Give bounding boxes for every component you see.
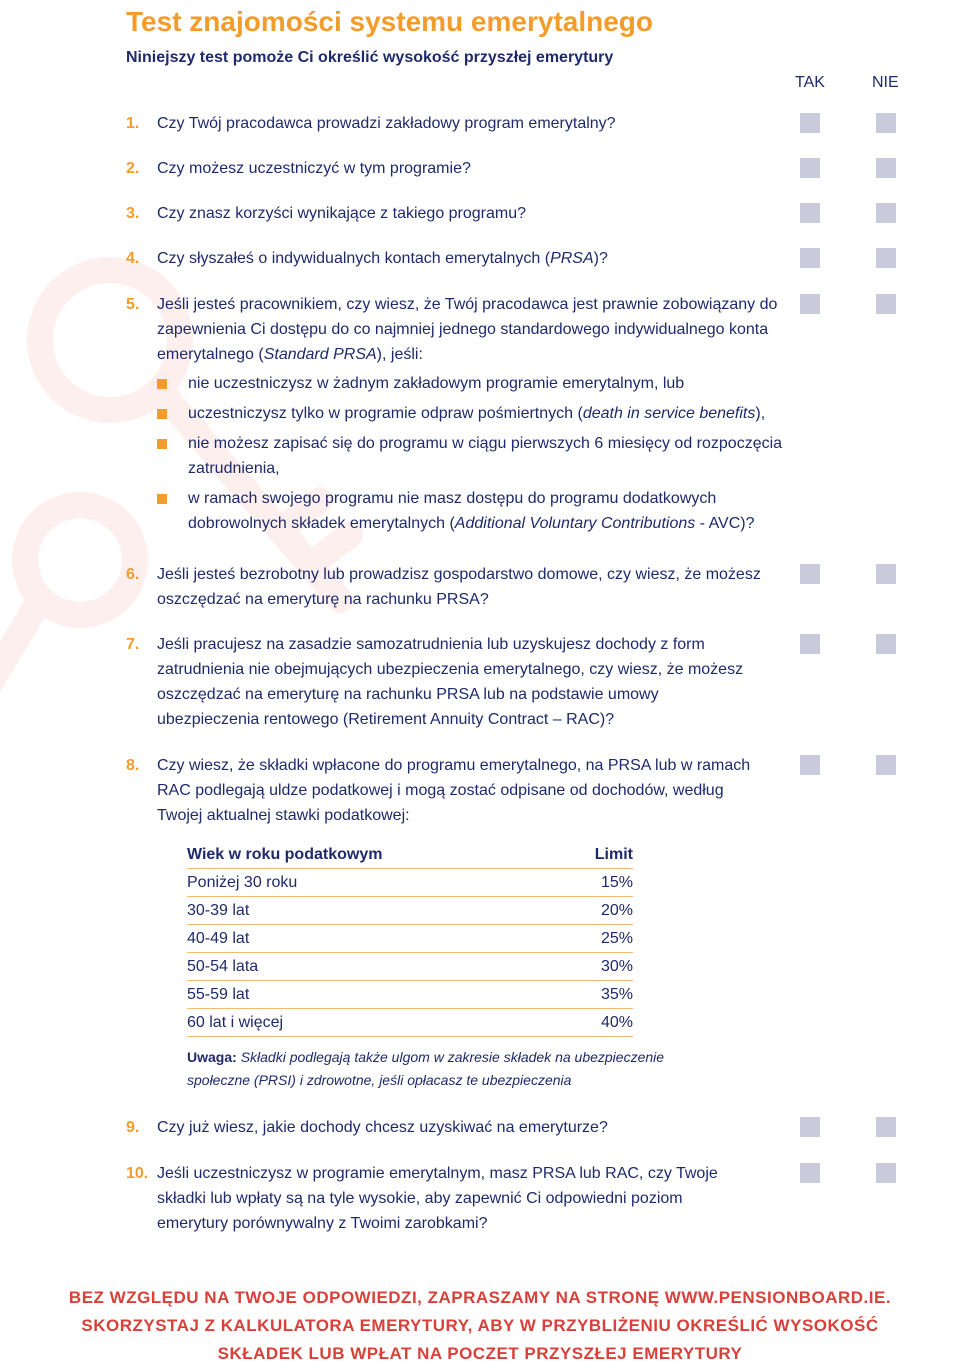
question-number: 4. <box>126 250 140 267</box>
question-number: 1. <box>126 115 140 132</box>
q5-no-checkbox[interactable] <box>876 294 896 314</box>
q7-no-checkbox[interactable] <box>876 634 896 654</box>
q9-yes-checkbox[interactable] <box>800 1117 820 1137</box>
q8-yes-checkbox[interactable] <box>800 755 820 775</box>
question-6 <box>126 562 786 612</box>
footer-line: BEZ WZGLĘDU NA TWOJE ODPOWIEDZI, ZAPRASZAMY NA STRONĘ WWW.PENSIONBOARD.IE. <box>68 1288 892 1307</box>
table-row <box>187 1009 633 1037</box>
question-number: 6. <box>126 566 140 583</box>
list-item: nie możesz zapisać się do programu w ciągu pierwszych 6 miesięcy od rozpoczęcia zatrudnienia, <box>157 431 806 481</box>
table-header-row <box>187 842 633 869</box>
question-text: Jeśli pracujesz na zasadzie samozatrudnienia lub uzyskujesz dochody z form zatrudnienia nie obejmujących ubezpieczenia emerytalnego, czy wiesz, że możesz oszczędzać na emeryturę na rachunku PRSA lub na podstawie umowy ubezpieczenia rentowego (Retirement Annuity Contract – RAC)? <box>157 636 744 728</box>
question-7 <box>126 632 746 732</box>
question-number: 7. <box>126 636 140 653</box>
age-cell: Poniżej 30 roku <box>187 869 560 897</box>
footer-call-to-action <box>0 1284 960 1368</box>
question-number: 2. <box>126 160 140 177</box>
limit-cell: 35% <box>560 981 633 1009</box>
question-text: Jeśli uczestniczysz w programie emerytalnym, masz PRSA lub RAC, czy Twoje składki lub wpłaty są na tyle wysokie, aby zapewnić Ci odpowiedni poziom emerytury porównywalny z Twoimi zarobkami? <box>157 1165 718 1232</box>
question-5 <box>126 292 806 541</box>
note-text: Składki podlegają także ulgom w zakresie składek na ubezpieczenie społeczne (PRSI) i zdrowotne, jeśli opłacasz te ubezpieczenia <box>187 1049 665 1088</box>
question-2 <box>126 156 786 181</box>
limit-cell: 30% <box>560 953 633 981</box>
q9-no-checkbox[interactable] <box>876 1117 896 1137</box>
q10-yes-checkbox[interactable] <box>800 1163 820 1183</box>
q2-yes-checkbox[interactable] <box>800 158 820 178</box>
question-text: Czy znasz korzyści wynikające z takiego programu? <box>157 205 527 222</box>
limit-column-header: Limit <box>560 842 633 869</box>
limit-cell: 15% <box>560 869 633 897</box>
tax-relief-limits-table <box>187 842 633 1037</box>
limit-cell: 25% <box>560 925 633 953</box>
age-cell: 30-39 lat <box>187 897 560 925</box>
question-text: Jeśli jesteś bezrobotny lub prowadzisz gospodarstwo domowe, czy wiesz, że możesz oszczędzać na emeryturę na rachunku PRSA? <box>157 566 761 608</box>
q3-no-checkbox[interactable] <box>876 203 896 223</box>
question-4 <box>126 246 786 271</box>
question-text: Czy wiesz, że składki wpłacone do programu emerytalnego, na PRSA lub w ramach RAC podlegają uldze podatkowej i mogą zostać odpisane od dochodów, według Twojej aktualnej stawki podatkowej: <box>157 757 751 824</box>
q4-yes-checkbox[interactable] <box>800 248 820 268</box>
list-item: w ramach swojego programu nie masz dostępu do programu dodatkowych dobrowolnych składek emerytalnych (Additional Voluntary Contributions - AVC)? <box>157 486 806 536</box>
question-number: 8. <box>126 757 140 774</box>
table-row <box>187 981 633 1009</box>
question-text: Czy już wiesz, jakie dochody chcesz uzyskiwać na emeryturze? <box>157 1119 608 1136</box>
q5-yes-checkbox[interactable] <box>800 294 820 314</box>
question-9 <box>126 1115 786 1140</box>
q1-no-checkbox[interactable] <box>876 113 896 133</box>
page-title: Test znajomości systemu emerytalnego <box>126 6 653 37</box>
age-cell: 40-49 lat <box>187 925 560 953</box>
age-cell: 60 lat i więcej <box>187 1009 560 1037</box>
question-3 <box>126 201 786 226</box>
age-column-header: Wiek w roku podatkowym <box>187 842 560 869</box>
bullet-square-icon <box>157 379 167 389</box>
question-text: Czy możesz uczestniczyć w tym programie? <box>157 160 471 177</box>
q6-yes-checkbox[interactable] <box>800 564 820 584</box>
q2-no-checkbox[interactable] <box>876 158 896 178</box>
table-row <box>187 869 633 897</box>
question-10 <box>126 1161 746 1236</box>
q1-yes-checkbox[interactable] <box>800 113 820 133</box>
condition-list <box>157 371 806 536</box>
question-text: Jeśli jesteś pracownikiem, czy wiesz, że Twój pracodawca jest prawnie zobowiązany do zapewnienia Ci dostępu do co najmniej jednego standardowego indywidualnego konta emerytalnego (Standard PRSA), jeśli: <box>157 296 778 363</box>
list-item: nie uczestniczysz w żadnym zakładowym programie emerytalnym, lub <box>157 371 806 396</box>
question-number: 3. <box>126 205 140 222</box>
footer-line: SKORZYSTAJ Z KALKULATORA EMERYTURY, ABY W PRZYBLIŻENIU OKREŚLIĆ WYSOKOŚĆ <box>81 1316 879 1335</box>
age-cell: 55-59 lat <box>187 981 560 1009</box>
question-1 <box>126 111 786 136</box>
age-cell: 50-54 lata <box>187 953 560 981</box>
question-text: Czy słyszałeś o indywidualnych kontach emerytalnych (PRSA)? <box>157 250 608 267</box>
q3-yes-checkbox[interactable] <box>800 203 820 223</box>
question-number: 10. <box>126 1165 149 1182</box>
limit-cell: 20% <box>560 897 633 925</box>
question-8 <box>126 753 766 828</box>
note-label: Uwaga: <box>187 1049 237 1065</box>
table-row <box>187 925 633 953</box>
question-number: 5. <box>126 296 140 313</box>
limit-cell: 40% <box>560 1009 633 1037</box>
page-subtitle: Niniejszy test pomoże Ci określić wysokość przyszłej emerytury <box>126 49 614 66</box>
note <box>187 1046 727 1092</box>
question-text: Czy Twój pracodawca prowadzi zakładowy program emerytalny? <box>157 115 616 132</box>
bullet-square-icon <box>157 439 167 449</box>
column-header-no: NIE <box>872 74 899 91</box>
question-number: 9. <box>126 1119 140 1136</box>
q6-no-checkbox[interactable] <box>876 564 896 584</box>
list-item: uczestniczysz tylko w programie odpraw pośmiertnych (death in service benefits), <box>157 401 806 426</box>
q10-no-checkbox[interactable] <box>876 1163 896 1183</box>
column-header-yes: TAK <box>795 74 825 91</box>
q7-yes-checkbox[interactable] <box>800 634 820 654</box>
table-row <box>187 897 633 925</box>
q8-no-checkbox[interactable] <box>876 755 896 775</box>
bullet-square-icon <box>157 494 167 504</box>
bullet-square-icon <box>157 409 167 419</box>
table-row <box>187 953 633 981</box>
q4-no-checkbox[interactable] <box>876 248 896 268</box>
footer-line: SKŁADEK LUB WPŁAT NA POCZET PRZYSZŁEJ EMERYTURY <box>217 1344 743 1363</box>
